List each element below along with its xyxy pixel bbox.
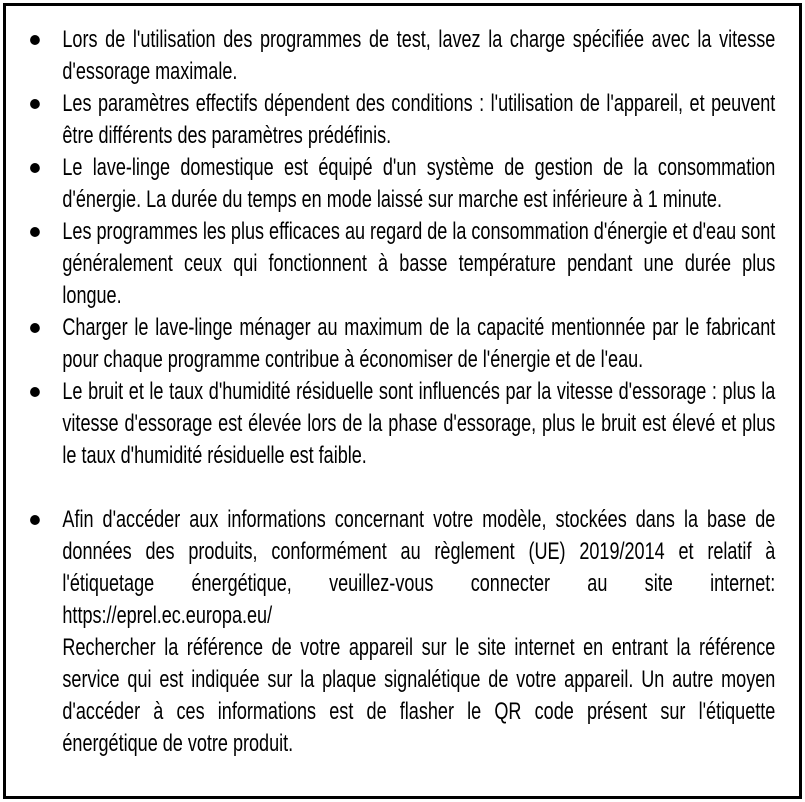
bullet-marker bbox=[6, 376, 62, 472]
bullet-icon bbox=[30, 227, 40, 237]
bullet-text: Les programmes les plus efficaces au regard de la consommation d'énergie et d'eau sont généralement ceux qui fonctionnent à basse température pendant une durée plus longue. bbox=[62, 218, 776, 309]
bullet-text: Le bruit et le taux d'humidité résiduelle sont influencés par la vitesse d'essorage : plus la vitesse d'essorage est élevée lors de la phase d'essorage, plus le bruit est élevé et plus le taux d'humidité résiduelle est faible. bbox=[62, 378, 776, 469]
bullet-icon bbox=[30, 163, 40, 173]
bullet-icon bbox=[30, 387, 40, 397]
list-item bbox=[6, 216, 775, 312]
list-item-eprel-info bbox=[6, 504, 775, 760]
bullet-text: Les paramètres effectifs dépendent des conditions : l'utilisation de l'appareil, et peuvent être différents des paramètres prédéfinis. bbox=[62, 90, 776, 149]
bullet-marker bbox=[6, 504, 62, 760]
list-item bbox=[6, 312, 775, 376]
bullet-icon bbox=[30, 35, 40, 45]
bullet-icon bbox=[30, 99, 40, 109]
page-border-frame bbox=[3, 3, 802, 799]
list-item bbox=[6, 152, 775, 216]
eprel-url-text: https://eprel.ec.europa.eu/ bbox=[62, 602, 273, 629]
bullet-marker bbox=[6, 152, 62, 216]
bullet-icon bbox=[30, 515, 40, 525]
bullet-list bbox=[6, 24, 775, 760]
list-item bbox=[6, 88, 775, 152]
bullet-text: Le lave-linge domestique est équipé d'un système de gestion de la consommation d'énergie. La durée du temps en mode laissé sur marche est inférieure à 1 minute. bbox=[62, 154, 776, 213]
eprel-intro-text: Afin d'accéder aux informations concernant votre modèle, stockées dans la base de données des produits, conformément au règlement (UE) 2019/2014 et relatif à l'étiquetage énergétique, veuillez-vous connecter au site internet: bbox=[62, 506, 776, 597]
bullet-text: Lors de l'utilisation des programmes de test, lavez la charge spécifiée avec la vitesse d'essorage maximale. bbox=[62, 26, 776, 85]
eprel-followup-text: Rechercher la référence de votre appareil sur le site internet en entrant la référence service qui est indiquée sur la plaque signalétique de votre appareil. Un autre moyen d'accéder à ces informations est de flasher le QR code présent sur l'étiquette énergétique de votre produit. bbox=[62, 634, 776, 757]
list-item bbox=[6, 24, 775, 88]
bullet-icon bbox=[30, 323, 40, 333]
eprel-info-text bbox=[62, 504, 775, 760]
bullet-marker bbox=[6, 216, 62, 312]
bullet-marker bbox=[6, 88, 62, 152]
content-area bbox=[6, 6, 775, 760]
bullet-marker bbox=[6, 24, 62, 88]
list-item bbox=[6, 376, 775, 472]
bullet-marker bbox=[6, 312, 62, 376]
bullet-text: Charger le lave-linge ménager au maximum de la capacité mentionnée par le fabricant pour chaque programme contribue à économiser de l'énergie et de l'eau. bbox=[62, 314, 776, 373]
